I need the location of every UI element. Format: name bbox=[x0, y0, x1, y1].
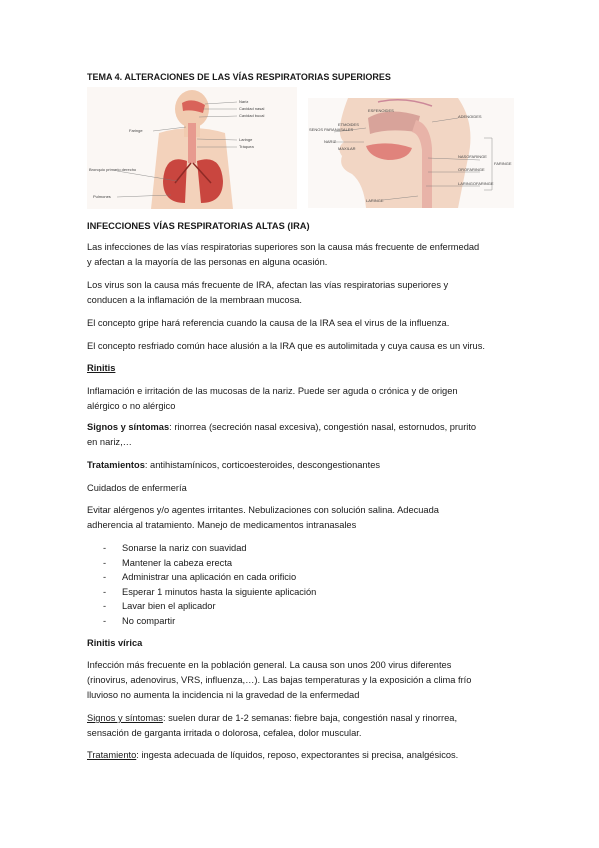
fig2-label-adenoides: ADENOIDES bbox=[458, 114, 482, 119]
head-section-figure bbox=[308, 98, 514, 208]
fig2-label-esfenoides: ESFENOIDES bbox=[368, 108, 394, 113]
list-item: - Sonarse la nariz con suavidad bbox=[103, 541, 316, 556]
paragraph bbox=[87, 711, 527, 741]
list-item: - Esperar 1 minutos hasta la siguiente aplicación bbox=[103, 585, 316, 600]
fig2-label-orofaringe: OROFARINGE bbox=[458, 167, 485, 172]
text-line: Los virus son la causa más frecuente de IRA, afectan las vías respiratorias superiores y bbox=[87, 280, 449, 290]
paragraph bbox=[87, 420, 527, 450]
tratamiento-text: : ingesta adecuada de líquidos, reposo, expectorantes si precisa, analgésicos. bbox=[136, 750, 459, 760]
care-list bbox=[103, 541, 316, 629]
fig1-label-nariz: Nariz bbox=[239, 99, 249, 104]
signos-label: Signos y síntomas bbox=[87, 713, 163, 723]
text-line: Evitar alérgenos y/o agentes irritantes. Nebulizaciones con solución salina. Adecuada bbox=[87, 505, 439, 515]
fig1-label-traquea: Tráquea bbox=[239, 144, 254, 149]
respiratory-system-figure bbox=[87, 87, 297, 209]
list-item: - No compartir bbox=[103, 614, 316, 629]
text-line: y afectan a la mayoría de las personas en alguna ocasión. bbox=[87, 257, 328, 267]
text-line bbox=[87, 420, 527, 435]
paragraph bbox=[87, 240, 527, 270]
fig2-label-laringofaringe: LARINGOFARINGE bbox=[458, 181, 494, 186]
fig1-label-laringe: Laringe bbox=[239, 137, 253, 142]
fig1-label-bronquio: Bronquio primario derecho bbox=[89, 167, 137, 172]
subheading-cuidados: Cuidados de enfermería bbox=[87, 483, 187, 493]
tratamientos-label: Tratamientos bbox=[87, 460, 145, 470]
text-line: en nariz,… bbox=[87, 437, 132, 447]
paragraph bbox=[87, 503, 527, 533]
fig2-label-faringe: FARINGE bbox=[494, 161, 512, 166]
section-heading-ira: INFECCIONES VÍAS RESPIRATORIAS ALTAS (IRA) bbox=[87, 221, 310, 231]
list-item: - Mantener la cabeza erecta bbox=[103, 556, 316, 571]
text-line: lluvioso no aumenta la incidencia ni la gravedad de la enfermedad bbox=[87, 690, 360, 700]
fig2-label-etmoides: ETMOIDES bbox=[338, 122, 359, 127]
paragraph bbox=[87, 458, 527, 473]
paragraph: El concepto gripe hará referencia cuando la causa de la IRA sea el virus de la influenza. bbox=[87, 318, 450, 328]
section-heading-rinitis: Rinitis bbox=[87, 363, 116, 373]
fig1-label-cavidad-bucal: Cavidad bucal bbox=[239, 113, 265, 118]
list-item: - Administrar una aplicación en cada orificio bbox=[103, 570, 316, 585]
fig1-label-pulmones: Pulmones bbox=[93, 194, 111, 199]
fig1-label-faringe: Faringe bbox=[129, 128, 143, 133]
text-line: conducen a la inflamación de la membraan mucosa. bbox=[87, 295, 302, 305]
fig1-label-cavidad-nasal: Cavidad nasal bbox=[239, 106, 265, 111]
fig2-label-senos: SENOS PARANASALES bbox=[309, 127, 354, 132]
text-line: Las infecciones de las vías respiratorias superiores son la causa más frecuente de enfermedad bbox=[87, 242, 480, 252]
text-line: alérgico o no alérgico bbox=[87, 401, 176, 411]
signos-label: Signos y síntomas bbox=[87, 422, 170, 432]
paragraph bbox=[87, 278, 527, 308]
signos-text: : rinorrea (secreción nasal excesiva), congestión nasal, estornudos, prurito bbox=[169, 422, 477, 432]
text-line: Inflamación e irritación de las mucosas de la nariz. Puede ser aguda o crónica y de origen bbox=[87, 386, 458, 396]
text-line: (rinovirus, adenovirus, VRS, influenza,…). Las bajas temperaturas y la exposición a clima frío bbox=[87, 675, 472, 685]
signos-text: : suelen durar de 1-2 semanas: fiebre baja, congestión nasal y rinorrea, bbox=[162, 713, 458, 723]
fig2-label-nariz: NARIZ bbox=[324, 139, 336, 144]
fig2-label-nasofaringe: NASOFARINGE bbox=[458, 154, 487, 159]
paragraph bbox=[87, 658, 527, 703]
fig2-label-maxilar: MAXILAR bbox=[338, 146, 356, 151]
fig2-label-laringe: LARINGE bbox=[366, 198, 384, 203]
text-line: Infección más frecuente en la población general. La causa son unos 200 virus diferentes bbox=[87, 660, 452, 670]
paragraph: El concepto resfriado común hace alusión a la IRA que es autolimitada y cuya causa es un virus. bbox=[87, 341, 485, 351]
text-line bbox=[87, 711, 527, 726]
tratamiento-label: Tratamiento bbox=[87, 750, 137, 760]
paragraph bbox=[87, 748, 527, 763]
section-heading-rinitis-virica: Rinitis vírica bbox=[87, 638, 143, 648]
page-title: TEMA 4. ALTERACIONES DE LAS VÍAS RESPIRATORIAS SUPERIORES bbox=[87, 72, 391, 82]
paragraph bbox=[87, 384, 527, 414]
text-line: sensación de garganta irritada o dolorosa, cefalea, dolor muscular. bbox=[87, 728, 362, 738]
tratamientos-text: : antihistamínicos, corticoesteroides, descongestionantes bbox=[144, 460, 381, 470]
list-item: - Lavar bien el aplicador bbox=[103, 599, 316, 614]
text-line: adherencia al tratamiento. Manejo de medicamentos intranasales bbox=[87, 520, 357, 530]
